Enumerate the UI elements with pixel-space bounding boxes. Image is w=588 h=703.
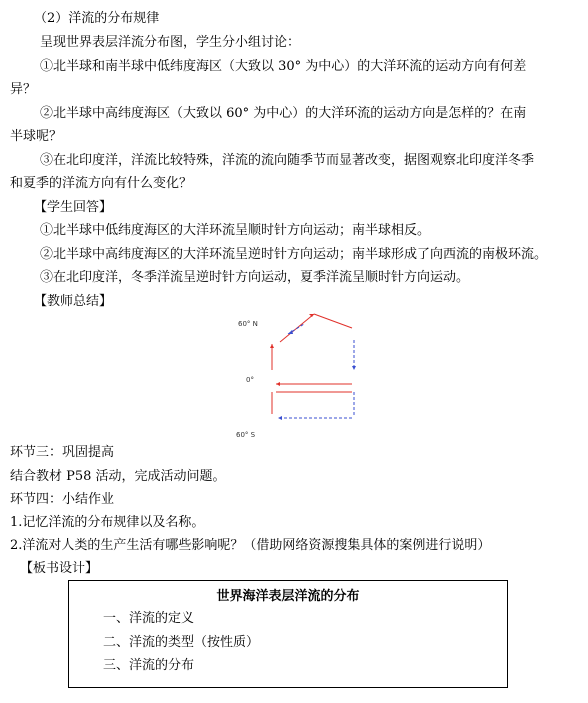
ocean-current-svg (232, 304, 364, 444)
arrowhead-southern (278, 416, 282, 420)
stage-3-task: 结合教材 P58 活动，完成活动问题。 (10, 469, 226, 484)
arrowhead-equatorial-north (276, 382, 280, 386)
board-item-types: 二、洋流的类型（按性质） (103, 635, 260, 650)
board-design-heading: 【板书设计】 (20, 561, 99, 576)
board-item-definition: 一、洋流的定义 (103, 611, 195, 626)
board-title: 世界海洋表层洋流的分布 (216, 589, 360, 604)
intro-text: 呈现世界表层洋流分布图，学生分小组讨论： (40, 35, 301, 50)
label-60s: 60° S (236, 431, 256, 439)
question-1-line-1: ①北半球和南半球中低纬度海区（大致以 30° 为中心）的大洋环流的运动方向有何差 (40, 59, 527, 74)
ocean-current-diagram (232, 304, 364, 444)
arrowhead-west-north (270, 344, 274, 348)
board-item-distribution: 三、洋流的分布 (103, 658, 195, 673)
warm-current-north (314, 314, 352, 328)
stage-3-heading: 环节三：巩固提高 (10, 445, 115, 460)
answer-2: ②北半球中高纬度海区的大洋环流呈逆时针方向运动；南半球形成了向西流的南极环流。 (40, 247, 548, 262)
answer-1: ①北半球中低纬度海区的大洋环流呈顺时针方向运动；南半球相反。 (40, 223, 431, 238)
student-answer-heading: 【学生回答】 (34, 200, 113, 215)
homework-2: 2.洋流对人类的生产生活有哪些影响呢？（借助网络资源搜集具体的案例进行说明） (10, 538, 491, 553)
label-equator: 0° (246, 376, 254, 384)
section-title: （2）洋流的分布规律 (34, 11, 160, 26)
question-2-line-1: ②北半球中高纬度海区（大致以 60° 为中心）的大洋环流的运动方向是怎样的？在南 (40, 106, 527, 121)
arrowhead-east-north (352, 366, 356, 370)
question-3-line-2: 和夏季的洋流方向有什么变化？ (10, 176, 193, 191)
stage-4-heading: 环节四：小结作业 (10, 492, 115, 507)
question-1-line-2: 异？ (10, 82, 37, 97)
homework-1: 1.记忆洋流的分布规律以及名称。 (10, 515, 205, 530)
answer-3: ③在北印度洋，冬季洋流呈逆时针方向运动，夏季洋流呈顺时针方向运动。 (40, 270, 470, 285)
question-2-line-2: 半球呢？ (10, 129, 63, 144)
teacher-summary-heading: 【教师总结】 (34, 294, 113, 309)
label-60n: 60° N (238, 320, 258, 328)
arrowhead-subpolar (288, 330, 293, 334)
question-3-line-1: ③在北印度洋，洋流比较特殊，洋流的流向随季节而显著改变，据图观察北印度洋冬季 (40, 153, 535, 168)
board-design-box (68, 580, 508, 688)
